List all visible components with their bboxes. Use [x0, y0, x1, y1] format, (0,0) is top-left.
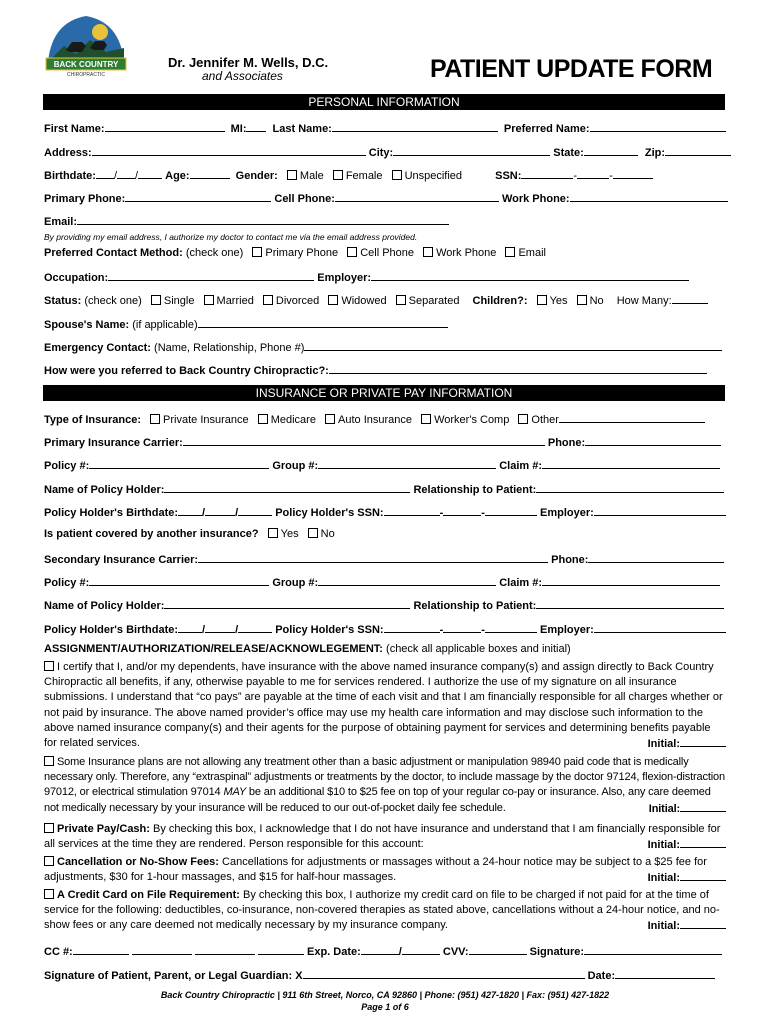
secondary-relationship-field[interactable]	[536, 598, 724, 609]
first-name-field[interactable]	[105, 121, 225, 132]
other-insurance-field[interactable]	[559, 412, 705, 423]
sec-holder-birth-day-field[interactable]	[205, 622, 235, 633]
name-row: First Name: MI: Last Name: Preferred Name:	[44, 121, 726, 135]
exp-year-field[interactable]	[402, 944, 440, 955]
auto-insurance-checkbox[interactable]	[325, 414, 335, 424]
male-checkbox[interactable]	[287, 170, 297, 180]
credit-card-row: CC #: Exp. Date: / CVV: Signature:	[44, 944, 726, 958]
contact-method-row: Preferred Contact Method: (check one) Primary Phone Cell Phone Work Phone Email	[44, 247, 546, 259]
primary-carrier-phone-field[interactable]	[585, 435, 721, 446]
primary-claim-field[interactable]	[542, 458, 720, 469]
assignment-heading: ASSIGNMENT/AUTHORIZATION/RELEASE/ACKNOWLEGEMENT: (check all applicable boxes and initial)	[44, 643, 571, 655]
secondary-holder-birthdate-row: Policy Holder's Birthdate: / / Policy Holder's SSN: - - Employer:	[44, 622, 726, 636]
widowed-checkbox[interactable]	[328, 295, 338, 305]
secondary-policy-field[interactable]	[89, 575, 269, 586]
private-pay-checkbox[interactable]	[44, 823, 54, 833]
primary-holder-name-field[interactable]	[164, 482, 410, 493]
secondary-holder-name-field[interactable]	[164, 598, 410, 609]
contact-primary-checkbox[interactable]	[252, 247, 262, 257]
primary-phone-field[interactable]	[125, 191, 271, 202]
primary-holder-birthdate-row: Policy Holder's Birthdate: / / Policy Holder's SSN: - - Employer:	[44, 505, 726, 519]
insurance-section-bar: INSURANCE OR PRIVATE PAY INFORMATION	[43, 385, 725, 401]
sec-holder-ssn-field-1[interactable]	[384, 622, 440, 633]
unspecified-checkbox[interactable]	[392, 170, 402, 180]
last-name-field[interactable]	[332, 121, 498, 132]
occupation-field[interactable]	[108, 270, 314, 281]
assignment-checkbox-1[interactable]	[44, 661, 54, 671]
cvv-field[interactable]	[469, 944, 527, 955]
cell-phone-field[interactable]	[335, 191, 499, 202]
secondary-carrier-field[interactable]	[198, 552, 548, 563]
secondary-holder-row: Name of Policy Holder: Relationship to Patient:	[44, 598, 726, 612]
birthdate-row: Birthdate: / / Age: Gender: Male Female Unspecified SSN: - -	[44, 168, 726, 182]
phone-row: Primary Phone: Cell Phone: Work Phone:	[44, 191, 726, 205]
status-row: Status: (check one) Single Married Divorced Widowed Separated Children?: Yes No How Many:	[44, 293, 726, 307]
married-checkbox[interactable]	[204, 295, 214, 305]
ssn-field-2[interactable]	[577, 168, 609, 179]
holder-birth-year-field[interactable]	[238, 505, 272, 516]
covered-yes-checkbox[interactable]	[268, 528, 278, 538]
contact-cell-checkbox[interactable]	[347, 247, 357, 257]
primary-carrier-row: Primary Insurance Carrier: Phone:	[44, 435, 726, 449]
sec-holder-ssn-field-3[interactable]	[485, 622, 537, 633]
birth-month-field[interactable]	[96, 168, 114, 179]
secondary-policy-row: Policy #: Group #: Claim #:	[44, 575, 726, 589]
city-field[interactable]	[393, 145, 550, 156]
divorced-checkbox[interactable]	[263, 295, 273, 305]
form-title: PATIENT UPDATE FORM	[430, 55, 713, 83]
holder-ssn-field-2[interactable]	[443, 505, 481, 516]
female-checkbox[interactable]	[333, 170, 343, 180]
secondary-group-field[interactable]	[318, 575, 496, 586]
children-no-checkbox[interactable]	[577, 295, 587, 305]
assignment-paragraph-3: Private Pay/Cash: By checking this box, I acknowledge that I do not have insurance and understand that I am financially responsible for all services at the time they are rendered. Person responsible for this account: Initial:	[44, 822, 726, 853]
medicare-checkbox[interactable]	[258, 414, 268, 424]
separated-checkbox[interactable]	[396, 295, 406, 305]
children-yes-checkbox[interactable]	[537, 295, 547, 305]
cc-field-4[interactable]	[258, 944, 304, 955]
covered-row: Is patient covered by another insurance? Yes No	[44, 528, 335, 540]
referred-field[interactable]	[329, 363, 707, 374]
spouse-row: Spouse's Name: (if applicable)	[44, 317, 726, 331]
logo-subtext: CHIROPRACTIC	[66, 72, 106, 78]
birth-day-field[interactable]	[117, 168, 135, 179]
logo-text: BACK COUNTRY	[53, 60, 119, 69]
initial-field-1[interactable]	[680, 736, 726, 747]
work-phone-field[interactable]	[570, 191, 728, 202]
primary-group-field[interactable]	[318, 458, 496, 469]
sec-holder-birth-month-field[interactable]	[178, 622, 202, 633]
mi-field[interactable]	[246, 121, 266, 132]
email-field[interactable]	[77, 214, 449, 225]
footer-address: Back Country Chiropractic | 911 6th Street, Norco, CA 92860 | Phone: (951) 427-1820 | Fax: (951) 427-1822	[160, 990, 610, 1000]
ssn-field-3[interactable]	[613, 168, 653, 179]
insurance-type-row: Type of Insurance: Private Insurance Medicare Auto Insurance Worker's Comp Other	[44, 412, 726, 426]
spouse-field[interactable]	[198, 317, 448, 328]
signature-date-field[interactable]	[615, 968, 715, 979]
state-field[interactable]	[584, 145, 638, 156]
cc-field-1[interactable]	[73, 944, 129, 955]
holder-ssn-field-3[interactable]	[485, 505, 537, 516]
other-checkbox[interactable]	[518, 414, 528, 424]
cc-field-2[interactable]	[132, 944, 192, 955]
covered-no-checkbox[interactable]	[308, 528, 318, 538]
sec-holder-birth-year-field[interactable]	[238, 622, 272, 633]
secondary-claim-field[interactable]	[542, 575, 720, 586]
page-number: Page 1 of 6	[361, 1002, 409, 1012]
initial-field-3[interactable]	[680, 837, 726, 848]
cancellation-checkbox[interactable]	[44, 856, 54, 866]
patient-signature-field[interactable]	[303, 968, 585, 979]
address-row: Address: City: State: Zip:	[44, 145, 726, 159]
email-row: Email:	[44, 214, 726, 228]
clinic-logo	[42, 12, 130, 80]
assignment-checkbox-2[interactable]	[44, 756, 54, 766]
age-field[interactable]	[190, 168, 230, 179]
preferred-name-field[interactable]	[590, 121, 726, 132]
emergency-field[interactable]	[304, 340, 722, 351]
primary-holder-row: Name of Policy Holder: Relationship to Patient:	[44, 482, 726, 496]
cc-signature-field[interactable]	[584, 944, 722, 955]
sec-holder-ssn-field-2[interactable]	[443, 622, 481, 633]
zip-field[interactable]	[665, 145, 731, 156]
patient-signature-row: Signature of Patient, Parent, or Legal Guardian: X Date:	[44, 968, 726, 982]
initial-field-4[interactable]	[680, 870, 726, 881]
workers-comp-checkbox[interactable]	[421, 414, 431, 424]
associates-text: and Associates	[202, 69, 283, 83]
holder-birth-day-field[interactable]	[205, 505, 235, 516]
contact-work-checkbox[interactable]	[423, 247, 433, 257]
primary-carrier-field[interactable]	[183, 435, 545, 446]
how-many-field[interactable]	[672, 293, 708, 304]
primary-relationship-field[interactable]	[536, 482, 724, 493]
primary-policy-row: Policy #: Group #: Claim #:	[44, 458, 726, 472]
assignment-paragraph-2: Some Insurance plans are not allowing any treatment other than a basic adjustment or manipulation 98940 paid code that is medically necessary only. Therefore, any “extraspinal” adjustments or treatments by the doctor, to include massage by the doctor 97124, flexion-distraction 97012, or electrical stimulation 97014 MAY be an additional $10 to $25 fee on top of your regular co-pay or insurance. Also, any care deemed not medically necessary by your insurance will be reduced to our out-of-pocket daily fee schedule. Initial:	[44, 756, 725, 815]
contact-email-checkbox[interactable]	[505, 247, 515, 257]
holder-ssn-field-1[interactable]	[384, 505, 440, 516]
assignment-paragraph-5: A Credit Card on File Requirement: By checking this box, I authorize my credit card on file to be charged if not paid for at the time of service for the following: deductibles, co-insurance, non-covered therapies as stated above, cancellations without a 24-hour notice, and no-show fees or any care deemed not medically necessary by my insurance company. Initial:	[44, 888, 726, 935]
cc-field-3[interactable]	[195, 944, 255, 955]
assignment-paragraph-4: Cancellation or No-Show Fees: Cancellations for adjustments or massages without a 24-hour notice may be subject to a $25 fee for adjustments, $30 for 1-hour massages, and $15 for half-hour massages. Initial:	[44, 855, 726, 886]
secondary-carrier-row: Secondary Insurance Carrier: Phone:	[44, 552, 726, 566]
primary-policy-field[interactable]	[89, 458, 269, 469]
referred-row: How were you referred to Back Country Chiropractic?:	[44, 363, 726, 377]
assignment-paragraph-1: I certify that I, and/or my dependents, have insurance with the above named insurance company(s) and assign directly to Back Country Chiropractic all benefits, if any, otherwise payable to me for services rendered. I authorize the use of my signature on all insurance submissions. I understand that “co pays” are payable at the time of each visit and that I am financially responsible for all charges whether or not paid by insurance. The above named provider’s office may use my health care information and may disclose such information to the above named insurance company(s) and their agents for the purpose of obtaining payment for services and determining benefits payable for related services. Initial:	[44, 660, 726, 752]
initial-field-2[interactable]	[680, 801, 726, 812]
credit-card-checkbox[interactable]	[44, 889, 54, 899]
secondary-carrier-phone-field[interactable]	[588, 552, 724, 563]
personal-section-bar: PERSONAL INFORMATION	[43, 94, 725, 110]
single-checkbox[interactable]	[151, 295, 161, 305]
holder-birth-month-field[interactable]	[178, 505, 202, 516]
birth-year-field[interactable]	[138, 168, 162, 179]
private-insurance-checkbox[interactable]	[150, 414, 160, 424]
employer-field[interactable]	[371, 270, 689, 281]
initial-field-5[interactable]	[680, 918, 726, 929]
emergency-row: Emergency Contact: (Name, Relationship, Phone #)	[44, 340, 726, 354]
address-field[interactable]	[92, 145, 366, 156]
email-note: By providing my email address, I authorize my doctor to contact me via the email address provided.	[44, 232, 418, 242]
occupation-row: Occupation: Employer:	[44, 270, 726, 284]
exp-month-field[interactable]	[361, 944, 399, 955]
ssn-field-1[interactable]	[521, 168, 573, 179]
sec-holder-employer-field[interactable]	[594, 622, 726, 633]
doctor-name: Dr. Jennifer M. Wells, D.C.	[168, 55, 329, 70]
holder-employer-field[interactable]	[594, 505, 726, 516]
